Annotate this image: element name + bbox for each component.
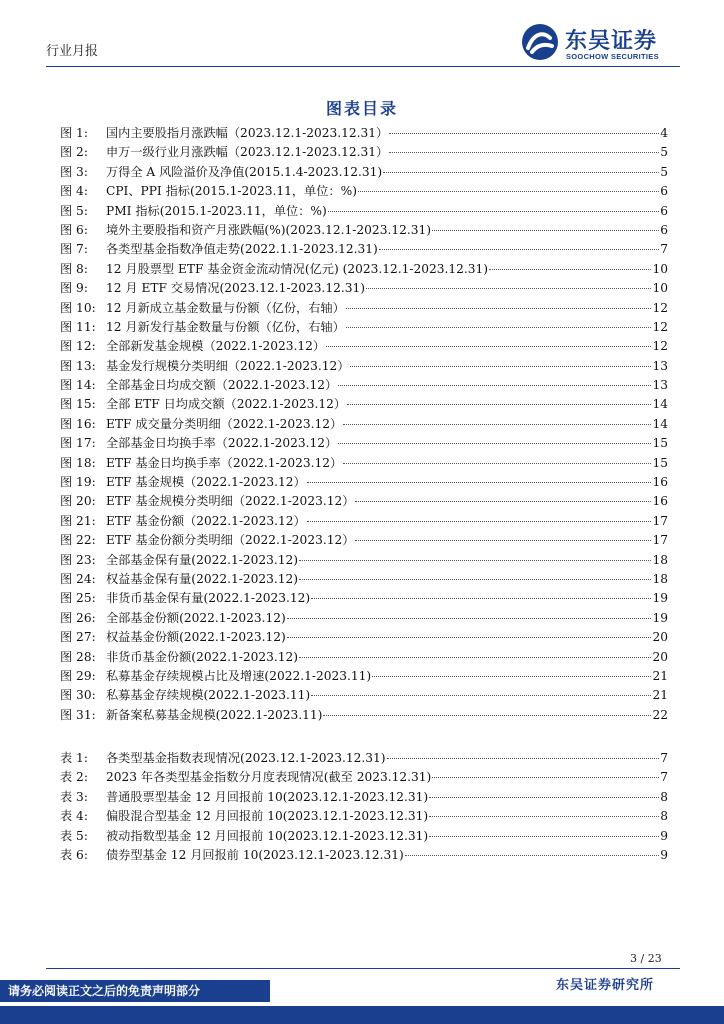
logo-english-name: SOOCHOW SECURITIES: [566, 52, 659, 61]
toc-entry-page: 18: [652, 571, 668, 586]
toc-entry-page: 7: [660, 770, 668, 785]
toc-entry-title: 新备案私募基金规模(2022.1-2023.11): [106, 707, 323, 722]
toc-entry-page: 6: [660, 184, 668, 199]
toc-dot-leader: [355, 539, 651, 541]
toc-dot-leader: [287, 617, 652, 619]
toc-entry-number: 图 26:: [60, 610, 96, 625]
figure-toc-entry[interactable]: [60, 551, 668, 570]
toc-entry-title: 权益基金保有量(2022.1-2023.12): [106, 571, 298, 586]
toc-entry-title: CPI、PPI 指标(2015.1-2023.11，单位：%): [106, 184, 357, 199]
toc-entry-title: 非货币基金份额(2022.1-2023.12): [106, 649, 298, 664]
toc-entry-page: 21: [652, 668, 668, 683]
toc-entry-number: 图 31:: [60, 707, 96, 722]
toc-entry-page: 20: [652, 649, 668, 664]
table-list: [60, 749, 668, 865]
toc-dot-leader: [489, 268, 651, 270]
toc-entry-page: 15: [652, 436, 668, 451]
toc-entry-title: 全部 ETF 日均成交额（2022.1-2023.12）: [106, 397, 347, 412]
toc-entry-page: 14: [652, 397, 668, 412]
toc-dot-leader: [379, 248, 659, 250]
toc-entry-title: 各类型基金指数净值走势(2022.1.1-2023.12.31): [106, 242, 378, 257]
toc-entry-page: 7: [660, 751, 668, 765]
toc-dot-leader: [355, 500, 651, 502]
toc-dot-leader: [343, 423, 651, 425]
toc-dot-leader: [358, 190, 659, 192]
toc-entry-number: 图 11:: [60, 319, 96, 334]
toc-dot-leader: [350, 365, 651, 367]
toc-entry-number: 图 4:: [60, 184, 88, 199]
toc-dot-leader: [299, 656, 652, 658]
toc-entry-title: 全部基金保有量(2022.1-2023.12): [106, 552, 298, 567]
toc-dot-leader: [372, 675, 651, 677]
toc-entry-page: 13: [652, 358, 668, 373]
toc-dot-leader: [307, 481, 652, 483]
toc-entry-title: 私募基金存续规模占比及增速(2022.1-2023.11): [106, 668, 372, 683]
toc-entry-page: 19: [652, 591, 668, 606]
toc-entry-number: 图 24:: [60, 571, 96, 586]
toc-entry-number: 表 4:: [60, 809, 88, 824]
toc-dot-leader: [299, 559, 652, 561]
toc-dot-leader: [405, 854, 659, 856]
toc-dot-leader: [311, 597, 651, 599]
toc-entry-title: ETF 基金规模（2022.1-2023.12）: [106, 475, 306, 490]
institute-name: 东吴证券研究所: [556, 978, 655, 993]
toc-entry-page: 9: [660, 847, 668, 862]
figure-toc-entry[interactable]: [60, 512, 668, 531]
figure-toc-entry[interactable]: [60, 260, 668, 279]
toc-entry-number: 图 20:: [60, 494, 96, 509]
toc-entry-number: 图 14:: [60, 378, 96, 393]
toc-entry-title: 私募基金存续规模(2022.1-2023.11): [106, 688, 311, 703]
toc-entry-number: 图 28:: [60, 649, 96, 664]
toc-entry-number: 图 3:: [60, 164, 88, 179]
figure-toc-entry[interactable]: [60, 648, 668, 667]
figure-toc-entry[interactable]: [60, 667, 668, 686]
toc-dot-leader: [338, 384, 651, 386]
toc-entry-page: 22: [652, 707, 668, 722]
toc-dot-leader: [328, 210, 659, 212]
toc-dot-leader: [429, 835, 659, 837]
figure-toc-entry[interactable]: [60, 570, 668, 589]
toc-dot-leader: [311, 694, 651, 696]
figure-toc-entry[interactable]: [60, 357, 668, 376]
toc-entry-title: 2023 年各类型基金指数分月度表现情况(截至 2023.12.31): [106, 770, 432, 785]
toc-dot-leader: [387, 757, 660, 759]
toc-entry-number: 图 9:: [60, 281, 88, 296]
toc-entry-page: 12: [652, 319, 668, 334]
toc-dot-leader: [389, 132, 659, 134]
toc-entry-title: 基金发行规模分类明细（2022.1-2023.12）: [106, 358, 350, 373]
toc-dot-leader: [432, 229, 659, 231]
toc-entry-number: 图 27:: [60, 630, 96, 645]
toc-entry-number: 图 10:: [60, 300, 96, 315]
toc-entry-page: 16: [652, 475, 668, 490]
toc-entry-number: 图 18:: [60, 455, 96, 470]
toc-entry-title: 全部基金日均成交额（2022.1-2023.12）: [106, 378, 338, 393]
toc-entry-page: 21: [652, 688, 668, 703]
toc-entry-page: 5: [660, 145, 668, 160]
toc-entry-number: 图 22:: [60, 533, 96, 548]
toc-entry-title: 申万一级行业月涨跌幅（2023.12.1-2023.12.31）: [106, 145, 389, 160]
toc-entry-title: 12 月新成立基金数量与份额（亿份，右轴）: [106, 300, 345, 315]
figure-toc-entry[interactable]: [60, 318, 668, 337]
figure-list: [60, 124, 668, 725]
figure-toc-entry[interactable]: [60, 415, 668, 434]
figure-toc-entry[interactable]: [60, 202, 668, 221]
toc-entry-title: ETF 基金份额（2022.1-2023.12）: [106, 513, 306, 528]
toc-entry-number: 表 6:: [60, 847, 88, 862]
toc-entry-number: 图 7:: [60, 242, 88, 257]
figure-toc-entry[interactable]: [60, 299, 668, 318]
toc-entry-number: 图 16:: [60, 416, 96, 431]
toc-entry-page: 6: [660, 203, 668, 218]
figure-toc-entry[interactable]: [60, 221, 668, 240]
toc-entry-title: 偏股混合型基金 12 月回报前 10(2023.12.1-2023.12.31): [106, 809, 429, 824]
toc-entry-number: 图 25:: [60, 591, 96, 606]
toc-entry-title: 12 月 ETF 交易情况(2023.12.1-2023.12.31): [106, 281, 365, 296]
toc-entry-number: 图 1:: [60, 126, 88, 140]
toc-entry-number: 图 12:: [60, 339, 96, 354]
toc-entry-title: ETF 基金日均换手率（2022.1-2023.12）: [106, 455, 343, 470]
toc-entry-page: 10: [652, 261, 668, 276]
toc-dot-leader: [323, 714, 651, 716]
logo-chinese-name: 东吴证券: [565, 28, 658, 54]
toc-entry-number: 图 5:: [60, 203, 88, 218]
toc-entry-number: 图 21:: [60, 513, 96, 528]
toc-entry-number: 表 5:: [60, 828, 88, 843]
table-toc-entry[interactable]: [60, 807, 668, 826]
toc-entry-title: 境外主要股指和资产月涨跌幅(%)(2023.12.1-2023.12.31): [106, 222, 431, 237]
toc-entry-page: 13: [652, 378, 668, 393]
toc-dot-leader: [287, 636, 652, 638]
figure-toc-entry[interactable]: [60, 395, 668, 414]
toc-entry-title: 全部新发基金规模（2022.1-2023.12）: [106, 339, 326, 354]
toc-dot-leader: [343, 462, 651, 464]
toc-entry-title: ETF 基金规模分类明细（2022.1-2023.12）: [106, 494, 355, 509]
toc-entry-page: 18: [652, 552, 668, 567]
toc-entry-number: 图 30:: [60, 688, 96, 703]
toc-entry-number: 图 6:: [60, 222, 88, 237]
figure-toc-entry[interactable]: [60, 124, 668, 143]
table-toc-entry[interactable]: [60, 749, 668, 768]
toc-entry-page: 14: [652, 416, 668, 431]
toc-entry-title: 国内主要股指月涨跌幅（2023.12.1-2023.12.31）: [106, 126, 389, 140]
toc-entry-title: 万得全 A 风险溢价及净值(2015.1.4-2023.12.31): [106, 164, 383, 179]
toc-entry-title: 普通股票型基金 12 月回报前 10(2023.12.1-2023.12.31): [106, 789, 429, 804]
soochow-logo-icon: [520, 22, 560, 62]
toc-entry-page: 10: [652, 281, 668, 296]
toc-entry-page: 20: [652, 630, 668, 645]
figure-toc-entry[interactable]: [60, 434, 668, 453]
toc-entry-number: 图 13:: [60, 358, 96, 373]
figure-toc-entry[interactable]: [60, 163, 668, 182]
toc-entry-number: 图 19:: [60, 475, 96, 490]
toc-entry-number: 表 1:: [60, 751, 88, 765]
figure-toc-entry[interactable]: [60, 240, 668, 259]
footer-divider: [46, 968, 680, 969]
toc-entry-number: 图 2:: [60, 145, 88, 160]
soochow-logo: [520, 22, 680, 66]
toc-dot-leader: [389, 151, 659, 153]
toc-entry-number: 图 29:: [60, 668, 96, 683]
toc-dot-leader: [366, 287, 652, 289]
figure-toc-entry[interactable]: [60, 376, 668, 395]
toc-entry-page: 8: [660, 809, 668, 824]
figure-toc-entry[interactable]: [60, 589, 668, 608]
toc-entry-page: 12: [652, 339, 668, 354]
toc-dot-leader: [432, 776, 659, 778]
figure-toc-entry[interactable]: [60, 182, 668, 201]
toc-entry-number: 图 23:: [60, 552, 96, 567]
toc-entry-number: 表 2:: [60, 770, 88, 785]
table-toc-entry[interactable]: [60, 827, 668, 846]
toc-entry-title: 全部基金份额(2022.1-2023.12): [106, 610, 286, 625]
report-type-label: 行业月报: [46, 44, 99, 59]
toc-dot-leader: [346, 326, 652, 328]
toc-entry-page: 15: [652, 455, 668, 470]
toc-entry-title: 12 月新发行基金数量与份额（亿份，右轴）: [106, 319, 345, 334]
toc-entry-page: 9: [660, 828, 668, 843]
toc-entry-page: 4: [660, 126, 668, 140]
toc-entry-title: 债券型基金 12 月回报前 10(2023.12.1-2023.12.31): [106, 847, 404, 862]
toc-entry-page: 8: [660, 789, 668, 804]
bottom-band: [0, 1006, 724, 1024]
toc-dot-leader: [346, 307, 652, 309]
toc-dot-leader: [338, 442, 651, 444]
figure-toc-entry[interactable]: [60, 706, 668, 725]
toc-entry-page: 12: [652, 300, 668, 315]
toc-entry-number: 图 15:: [60, 397, 96, 412]
toc-dot-leader: [429, 796, 659, 798]
toc-entry-page: 7: [660, 242, 668, 257]
toc-entry-number: 图 8:: [60, 261, 88, 276]
toc-title: 图表目录: [325, 99, 398, 118]
toc-dot-leader: [383, 171, 659, 173]
toc-entry-number: 图 17:: [60, 436, 96, 451]
toc-entry-title: 权益基金份额(2022.1-2023.12): [106, 630, 286, 645]
table-toc-entry[interactable]: [60, 788, 668, 807]
toc-dot-leader: [307, 520, 652, 522]
toc-entry-page: 5: [660, 164, 668, 179]
toc-entry-number: 表 3:: [60, 789, 88, 804]
toc-entry-title: ETF 基金份额分类明细（2022.1-2023.12）: [106, 533, 355, 548]
toc-entry-page: 6: [660, 222, 668, 237]
toc-dot-leader: [299, 578, 652, 580]
toc-dot-leader: [347, 403, 651, 405]
figure-toc-entry[interactable]: [60, 492, 668, 511]
toc-entry-title: 各类型基金指数表现情况(2023.12.1-2023.12.31): [106, 751, 386, 765]
toc-entry-page: 17: [652, 513, 668, 528]
figure-toc-entry[interactable]: [60, 279, 668, 298]
figure-toc-entry[interactable]: [60, 473, 668, 492]
toc-entry-page: 16: [652, 494, 668, 509]
table-toc-entry[interactable]: [60, 768, 668, 787]
toc-dot-leader: [429, 815, 659, 817]
toc-entry-page: 19: [652, 610, 668, 625]
page-number: 3 / 23: [630, 952, 662, 965]
header-divider: [46, 66, 680, 67]
figure-toc-entry[interactable]: [60, 531, 668, 550]
figure-toc-entry[interactable]: [60, 609, 668, 628]
figure-toc-entry[interactable]: [60, 143, 668, 162]
toc-entry-title: 全部基金日均换手率（2022.1-2023.12）: [106, 436, 338, 451]
toc-entry-page: 17: [652, 533, 668, 548]
toc-dot-leader: [326, 345, 651, 347]
table-toc-entry[interactable]: [60, 846, 668, 865]
toc-entry-title: 非货币基金保有量(2022.1-2023.12): [106, 591, 311, 606]
toc-entry-title: 12 月股票型 ETF 基金资金流动情况(亿元) (2023.12.1-2023.12.31): [106, 261, 489, 276]
figure-toc-entry[interactable]: [60, 337, 668, 356]
figure-toc-entry[interactable]: [60, 454, 668, 473]
toc-entry-title: ETF 成交量分类明细（2022.1-2023.12）: [106, 416, 343, 431]
disclaimer-banner: 请务必阅读正文之后的免责声明部分: [0, 980, 270, 1002]
figure-toc-entry[interactable]: [60, 628, 668, 647]
toc-entry-title: PMI 指标(2015.1-2023.11，单位：%): [106, 203, 327, 218]
toc-entry-title: 被动指数型基金 12 月回报前 10(2023.12.1-2023.12.31): [106, 828, 429, 843]
figure-toc-entry[interactable]: [60, 686, 668, 705]
